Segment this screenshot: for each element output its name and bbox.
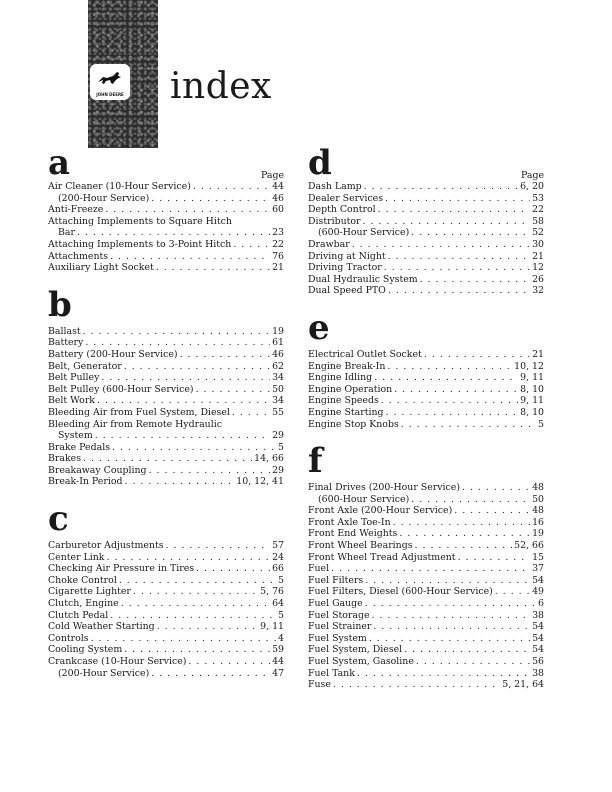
entry-text: Engine Speeds <box>308 395 379 407</box>
entry-text: Air Cleaner (10-Hour Service) <box>48 181 191 192</box>
index-entry <box>308 563 544 575</box>
index-entry <box>308 274 544 286</box>
entry-page: 60 <box>272 204 284 216</box>
dot-leader <box>157 621 258 633</box>
entry-page: 29 <box>272 464 284 476</box>
index-entry <box>48 610 284 622</box>
dot-leader <box>124 361 270 373</box>
entry-text: Belt Pulley <box>48 372 100 384</box>
index-entry <box>308 361 544 373</box>
index-entry <box>48 227 284 239</box>
section-c-entries <box>48 540 284 679</box>
entry-page: 6, 20 <box>520 181 544 192</box>
entry-text: Bleeding Air from Remote Hydraulic <box>48 418 222 430</box>
dot-leader <box>105 204 270 216</box>
entry-text: Fuel Strainer <box>308 621 372 633</box>
index-entry <box>308 181 544 193</box>
entry-page: 56 <box>532 656 544 667</box>
index-entry <box>48 476 284 488</box>
entry-text: Front Wheel Tread Adjustment <box>308 551 456 563</box>
index-entry <box>308 517 544 529</box>
page-title: index <box>170 66 272 107</box>
index-entry <box>48 575 284 587</box>
entry-text: Checking Air Pressure in Tires <box>48 563 195 575</box>
dot-leader <box>399 528 530 540</box>
dot-leader <box>97 395 270 407</box>
index-entry <box>308 407 544 419</box>
dot-leader <box>363 216 531 228</box>
dot-leader <box>188 656 270 668</box>
index-entry <box>48 239 284 251</box>
entry-text: Depth Control <box>308 204 376 216</box>
entry-page: 32 <box>532 285 544 297</box>
entry-text: Fuel <box>308 563 330 575</box>
entry-page: 12 <box>532 262 544 274</box>
john-deere-logo <box>90 64 130 100</box>
index-entry <box>308 384 544 396</box>
entry-page: 29 <box>272 430 284 442</box>
entry-page: 54 <box>532 632 544 644</box>
entry-text: Choke Control <box>48 574 117 586</box>
dot-leader <box>91 633 276 645</box>
entry-page: 54 <box>532 574 544 586</box>
entry-text: Engine Starting <box>308 406 384 418</box>
entry-page: 44 <box>272 181 284 192</box>
entry-text: Engine Break-In <box>308 360 386 372</box>
index-entry <box>308 552 544 564</box>
entry-page: 19 <box>532 528 544 540</box>
dot-leader <box>232 407 270 419</box>
index-entry <box>48 586 284 598</box>
dot-leader <box>112 442 276 454</box>
entry-page: 5, 21, 64 <box>502 679 544 691</box>
index-entry <box>308 668 544 680</box>
dot-leader <box>462 482 530 494</box>
entry-page: 5 <box>538 418 544 430</box>
dot-leader <box>85 337 270 349</box>
entry-text: Attaching Implements to 3-Point Hitch <box>48 238 232 250</box>
index-entry <box>48 668 284 680</box>
entry-text: Center Link <box>48 551 105 563</box>
entry-page: 10, 12 <box>514 360 544 372</box>
dot-leader <box>372 610 531 622</box>
entry-page: 8, 10 <box>520 383 544 395</box>
index-entry <box>48 633 284 645</box>
entry-text: Attaching Implements to Square Hitch <box>48 215 232 227</box>
dot-leader <box>373 621 530 633</box>
entry-page: 37 <box>532 563 544 575</box>
entry-text: Engine Stop Knobs <box>308 418 399 430</box>
dot-leader <box>388 251 530 263</box>
dot-leader <box>365 575 530 587</box>
entry-text: Final Drives (200-Hour Service) <box>308 482 460 494</box>
dot-leader <box>394 384 518 396</box>
index-entry <box>48 644 284 656</box>
entry-page: 26 <box>532 273 544 285</box>
section-f-entries <box>308 482 544 691</box>
dot-leader <box>124 644 270 656</box>
entry-page: 54 <box>532 644 544 656</box>
entry-text: Driving at Night <box>308 250 386 262</box>
entry-text: Dual Speed PTO <box>308 285 386 297</box>
section-b-entries <box>48 326 284 488</box>
dot-leader <box>374 372 518 384</box>
entry-text: Front Axle Toe-In <box>308 516 391 528</box>
index-entry <box>48 395 284 407</box>
entry-page: 22 <box>532 204 544 216</box>
entry-page: 53 <box>532 192 544 204</box>
entry-page: 44 <box>272 656 284 667</box>
entry-page: 5 <box>278 609 284 621</box>
index-entry <box>48 656 284 668</box>
dot-leader <box>365 598 536 610</box>
index-entry <box>48 419 284 431</box>
index-entry <box>308 656 544 668</box>
index-entry <box>308 528 544 540</box>
dot-leader <box>133 586 258 598</box>
dot-leader <box>180 349 271 361</box>
dot-leader <box>387 361 512 373</box>
dot-leader <box>420 274 530 286</box>
dot-leader <box>151 193 270 205</box>
index-entry <box>308 227 544 239</box>
section-a-entries <box>48 181 284 274</box>
entry-page: 58 <box>532 215 544 227</box>
entry-text: Drawbar <box>308 238 350 250</box>
dot-leader <box>233 239 270 251</box>
entry-text: Dash Lamp <box>308 181 362 192</box>
index-entry <box>48 216 284 228</box>
index-entry <box>308 204 544 216</box>
entry-page: 5, 76 <box>260 586 284 598</box>
entry-text: Fuel Filters <box>308 574 364 586</box>
dot-leader <box>196 384 270 396</box>
dot-leader <box>378 204 530 216</box>
entry-text: Front Wheel Bearings <box>308 540 413 552</box>
entry-text: Carburetor Adjustments <box>48 540 164 552</box>
section-letter-a: a <box>48 143 71 183</box>
index-entry <box>48 193 284 205</box>
entry-page: 9, 11 <box>260 621 284 633</box>
index-entry <box>48 540 284 552</box>
entry-page: 52 <box>532 227 544 239</box>
entry-text: Clutch, Engine <box>48 598 119 610</box>
page-column-header: Page <box>260 170 284 181</box>
dot-leader <box>454 505 530 517</box>
entry-page: 38 <box>532 609 544 621</box>
entry-text: Belt Pulley (600-Hour Service) <box>48 383 194 395</box>
entry-page: 66 <box>272 563 284 575</box>
dot-leader <box>149 465 271 477</box>
index-column-right <box>308 143 544 691</box>
index-entry <box>48 349 284 361</box>
entry-text: Battery (200-Hour Service) <box>48 348 178 360</box>
dot-leader <box>411 494 530 506</box>
index-entry <box>308 239 544 251</box>
entry-page: 9, 11 <box>520 395 544 407</box>
index-entry <box>308 621 544 633</box>
index-entry <box>48 552 284 564</box>
deer-icon <box>95 68 125 90</box>
entry-page: 55 <box>272 406 284 418</box>
logo-text: JOHN DEERE <box>96 92 124 97</box>
entry-page: 50 <box>532 493 544 505</box>
entry-page: 47 <box>272 667 284 679</box>
entry-page: 59 <box>272 644 284 656</box>
index-entry <box>48 337 284 349</box>
entry-text: Crankcase (10-Hour Service) <box>48 656 187 667</box>
entry-page: 23 <box>272 227 284 239</box>
entry-text: Cooling System <box>48 644 123 656</box>
dot-leader <box>401 419 536 431</box>
index-entry <box>48 453 284 465</box>
dot-leader <box>416 656 530 668</box>
dot-leader <box>124 476 234 488</box>
entry-page: 76 <box>272 250 284 262</box>
entry-page: 34 <box>272 372 284 384</box>
index-entry <box>308 482 544 494</box>
section-letter-d: d <box>308 143 332 183</box>
entry-page: 6 <box>538 598 544 610</box>
entry-text: Breakaway Coupling <box>48 464 147 476</box>
entry-text: Fuel System, Diesel <box>308 644 403 656</box>
dot-leader <box>83 453 252 465</box>
entry-text: (200-Hour Service) <box>58 192 150 204</box>
index-entry <box>48 563 284 575</box>
entry-page: 15 <box>532 551 544 563</box>
page-column-header: Page <box>520 170 544 181</box>
dot-leader <box>101 372 270 384</box>
dot-leader <box>357 668 530 680</box>
index-entry <box>308 251 544 263</box>
entry-page: 46 <box>272 348 284 360</box>
entry-text: Fuel Gauge <box>308 598 363 610</box>
dot-leader <box>385 193 530 205</box>
entry-text: Clutch Pedal <box>48 609 109 621</box>
entry-page: 10, 12, 41 <box>236 476 284 488</box>
entry-text: Bleeding Air from Fuel System, Diesel <box>48 406 230 418</box>
dot-leader <box>386 407 519 419</box>
entry-page: 24 <box>272 551 284 563</box>
entry-text: Front Axle (200-Hour Service) <box>308 505 453 517</box>
dot-leader <box>333 679 500 691</box>
index-column-left <box>48 143 284 679</box>
dot-leader <box>106 552 270 564</box>
index-entry <box>308 349 544 361</box>
dot-leader <box>415 540 513 552</box>
index-entry <box>48 204 284 216</box>
index-entry <box>48 262 284 274</box>
entry-text: Attachments <box>48 250 109 262</box>
index-entry <box>308 505 544 517</box>
index-entry <box>308 540 544 552</box>
index-entry <box>48 621 284 633</box>
index-entry <box>308 419 544 431</box>
index-entry <box>308 644 544 656</box>
dot-leader <box>364 181 518 193</box>
index-entry <box>48 326 284 338</box>
index-entry <box>48 430 284 442</box>
dot-leader <box>458 552 531 564</box>
index-entry <box>308 285 544 297</box>
entry-text: Brakes <box>48 453 82 465</box>
index-entry <box>308 610 544 622</box>
dot-leader <box>495 586 530 598</box>
entry-page: 61 <box>272 337 284 349</box>
entry-text: Fuel Storage <box>308 609 370 621</box>
entry-text: Fuse <box>308 679 331 691</box>
entry-page: 5 <box>278 441 284 453</box>
entry-text: System <box>58 430 93 442</box>
dot-leader <box>352 239 530 251</box>
dot-leader <box>388 285 530 297</box>
dot-leader <box>393 517 530 529</box>
dot-leader <box>411 227 530 239</box>
entry-page: 34 <box>272 395 284 407</box>
index-entry <box>48 361 284 373</box>
index-entry <box>308 633 544 645</box>
entry-text: Electrical Outlet Socket <box>308 348 422 360</box>
index-entry <box>48 598 284 610</box>
entry-text: Driving Tractor <box>308 262 382 274</box>
entry-page: 46 <box>272 192 284 204</box>
entry-text: Belt, Generator <box>48 360 122 372</box>
entry-page: 64 <box>272 598 284 610</box>
entry-text: Front End Weights <box>308 528 398 540</box>
index-entry <box>308 598 544 610</box>
entry-page: 21 <box>532 250 544 262</box>
entry-text: Controls <box>48 632 89 644</box>
entry-text: Fuel Tank <box>308 667 355 679</box>
entry-page: 16 <box>532 516 544 528</box>
section-letter-b: b <box>48 284 72 325</box>
section-letter-e: e <box>308 307 330 348</box>
section-d-entries <box>308 181 544 297</box>
dot-leader <box>83 326 270 338</box>
entry-text: (600-Hour Service) <box>318 227 410 239</box>
index-entry <box>308 679 544 691</box>
index-entry <box>48 181 284 193</box>
entry-text: Cigarette Lighter <box>48 586 131 598</box>
entry-page: 9, 11 <box>520 372 544 384</box>
index-entry <box>308 372 544 384</box>
dot-leader <box>404 644 530 656</box>
dot-leader <box>193 181 270 193</box>
dot-leader <box>156 262 270 274</box>
entry-text: Dealer Services <box>308 192 384 204</box>
dot-leader <box>110 251 270 263</box>
index-entry <box>308 193 544 205</box>
entry-text: Brake Pedals <box>48 441 111 453</box>
index-entry <box>308 494 544 506</box>
entry-text: Fuel System, Gasoline <box>308 656 414 667</box>
dot-leader <box>369 633 530 645</box>
entry-text: Engine Operation <box>308 383 393 395</box>
index-entry <box>308 216 544 228</box>
dot-leader <box>166 540 271 552</box>
index-entry <box>48 372 284 384</box>
entry-page: 49 <box>532 586 544 598</box>
entry-page: 52, 66 <box>514 540 544 552</box>
entry-page: 14, 66 <box>254 453 284 465</box>
dot-leader <box>119 575 276 587</box>
dot-leader <box>384 262 530 274</box>
entry-page: 48 <box>532 505 544 517</box>
entry-text: Cold Weather Starting <box>48 621 155 633</box>
dot-leader <box>121 598 270 610</box>
index-entry <box>308 262 544 274</box>
entry-page: 5 <box>278 574 284 586</box>
section-letter-c: c <box>48 499 69 540</box>
entry-page: 19 <box>272 325 284 337</box>
entry-text: Break-In Period <box>48 476 123 488</box>
dot-leader <box>196 563 270 575</box>
entry-text: Belt Work <box>48 395 95 407</box>
entry-text: Ballast <box>48 325 81 337</box>
dot-leader <box>95 430 270 442</box>
entry-page: 21 <box>532 348 544 360</box>
entry-page: 30 <box>532 238 544 250</box>
entry-text: Fuel Filters, Diesel (600-Hour Service) <box>308 586 493 598</box>
index-entry <box>48 251 284 263</box>
entry-text: (600-Hour Service) <box>318 493 410 505</box>
section-e-entries <box>308 349 544 430</box>
dot-leader <box>151 668 270 680</box>
entry-text: Engine Idling <box>308 372 373 384</box>
entry-page: 38 <box>532 667 544 679</box>
dot-leader <box>77 227 270 239</box>
entry-text: Battery <box>48 337 84 349</box>
index-entry <box>48 465 284 477</box>
entry-text: Bar <box>58 227 75 239</box>
index-entry <box>308 575 544 587</box>
entry-page: 22 <box>272 238 284 250</box>
dot-leader <box>331 563 530 575</box>
entry-page: 21 <box>272 262 284 274</box>
entry-page: 48 <box>532 482 544 494</box>
entry-page: 8, 10 <box>520 406 544 418</box>
entry-text: Anti-Freeze <box>48 204 104 216</box>
index-entry <box>308 586 544 598</box>
entry-text: (200-Hour Service) <box>58 667 150 679</box>
entry-text: Dual Hydraulic System <box>308 273 418 285</box>
entry-page: 4 <box>278 632 284 644</box>
entry-page: 57 <box>272 540 284 552</box>
entry-page: 50 <box>272 383 284 395</box>
dot-leader <box>381 395 518 407</box>
index-entry <box>48 407 284 419</box>
dot-leader <box>110 610 276 622</box>
index-entry <box>48 442 284 454</box>
entry-text: Distributor <box>308 215 361 227</box>
index-entry <box>308 395 544 407</box>
entry-text: Fuel System <box>308 632 367 644</box>
entry-text: Auxiliary Light Socket <box>48 262 154 274</box>
section-letter-f: f <box>308 441 323 482</box>
entry-page: 62 <box>272 360 284 372</box>
entry-page: 54 <box>532 621 544 633</box>
index-entry <box>48 384 284 396</box>
dot-leader <box>424 349 530 361</box>
